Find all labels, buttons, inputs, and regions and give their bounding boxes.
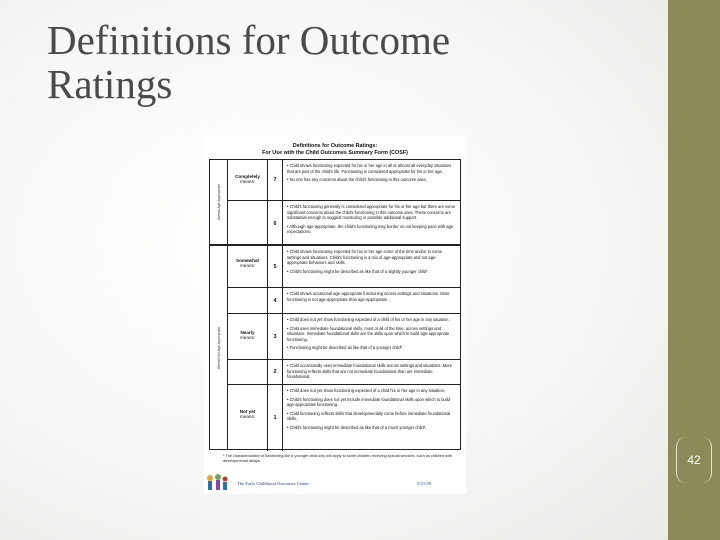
rating-number: 3 (268, 314, 283, 359)
embedded-document (204, 136, 466, 494)
bullet: • No one has any concerns about the child's functioning in this outcome area. (287, 177, 427, 183)
rating-name: Completely means: (228, 160, 268, 200)
rating-name: Nearly means: (228, 314, 268, 359)
footnote: * The characterization of functioning like a younger child only will apply to some children receiving special services, such as children with developmental delays. (223, 454, 452, 463)
rating-number: 1 (268, 385, 283, 451)
rating-name (228, 201, 268, 246)
document-heading-line2: For Use with the Child Outcomes Summary Form (COSF) (262, 150, 408, 156)
bullet: • Although age-appropriate, the child's functioning may border on not keeping pace with age expectations. (287, 223, 454, 235)
band-label-age-appropriate: Overall Age-Appropriate (210, 160, 228, 244)
page-number: 42 (676, 437, 712, 483)
rating-row-7 (228, 160, 460, 201)
rating-row-4 (228, 288, 460, 314)
bullet: • Child shows occasional age-appropriate functioning across settings and situations. More functioning is not age-appropriate than age-appropriate. (287, 291, 450, 302)
bullet: • Child's functioning might be described as like that of a slightly younger child*. (287, 268, 429, 274)
rating-description (283, 246, 460, 287)
document-heading-line1: Definitions for Outcome Ratings: (292, 143, 378, 149)
bullet: • Child does not yet show functioning expected of a child his or her age in any situation. (287, 388, 446, 393)
rating-row-5 (228, 246, 460, 288)
rating-row-3 (228, 314, 460, 360)
band-not-age-appropriate (209, 245, 461, 450)
bullet: • Child functioning reflects skills that developmentally come before immediate foundational skills. (287, 410, 451, 422)
rating-description (283, 288, 460, 313)
slide-title-line1: Definitions for Outcome (47, 17, 451, 63)
band-age-appropriate (209, 159, 461, 245)
rating-name (228, 360, 268, 384)
rating-description (283, 360, 460, 384)
slide-title (47, 18, 607, 106)
bullet: • Child uses immediate foundational skills, most or all of the time, across settings and situations. Immediate foundational skills are the skills upon which to build age-appropriate functioning. (287, 325, 450, 342)
eco-logo-icon (204, 472, 230, 492)
slide-title-line2: Ratings (47, 61, 173, 107)
bullet: • Child shows functioning expected for his or her age some of the time and/or in some settings and situations. Child's functioning is a mix of age-appropriate and not age-appropriate behaviors and skills. (287, 249, 443, 266)
bullet: • Child's functioning does not yet include immediate foundational skills upon which to build age-appropriate functioning. (287, 396, 450, 408)
rating-row-6 (228, 201, 460, 246)
rating-description (283, 314, 460, 359)
rating-name: Not yet means: (228, 385, 268, 451)
rating-number: 2 (268, 360, 283, 384)
bullet: • Child shows functioning expected for his or her age in all or almost all everyday situations that are part of the child's life. Functioning is considered appropriate for his or her age. (287, 163, 452, 174)
bullet: • Child does not yet show functioning expected of a child of his or her age in any situation. (287, 317, 450, 322)
rating-description (283, 385, 460, 451)
footer-organization: The Early Childhood Outcomes Center (237, 481, 309, 486)
rating-number: 4 (268, 288, 283, 313)
band-label-not-age-appropriate: Overall Not Age-Appropriate (210, 246, 228, 449)
footer-date: 5/21/09 (417, 481, 432, 486)
bullet: • Child occasionally uses immediate foundational skills across settings and situations. More functioning reflects skills that are not immediate foundational than are immediate foundational. (287, 363, 453, 380)
rating-description (283, 201, 460, 246)
rating-description (283, 160, 460, 200)
rating-number: 5 (268, 246, 283, 287)
rating-row-2 (228, 360, 460, 385)
bullet: • Functioning might be described as like that of a younger child*. (287, 345, 404, 351)
rating-name: Somewhat means: (228, 246, 268, 287)
document-heading (204, 136, 466, 157)
rating-number: 6 (268, 201, 283, 246)
rating-number: 7 (268, 160, 283, 200)
rating-name (228, 288, 268, 313)
bullet: • Child's functioning might be described as like that of a much younger child*. (287, 424, 427, 430)
rating-row-1 (228, 385, 460, 451)
bullet: • Child's functioning generally is considered appropriate for his or her age but there are some significant concerns about the child's functioning in this outcome area. These concerns are substantial enough to suggest monitoring or possible additional support. (287, 204, 456, 221)
